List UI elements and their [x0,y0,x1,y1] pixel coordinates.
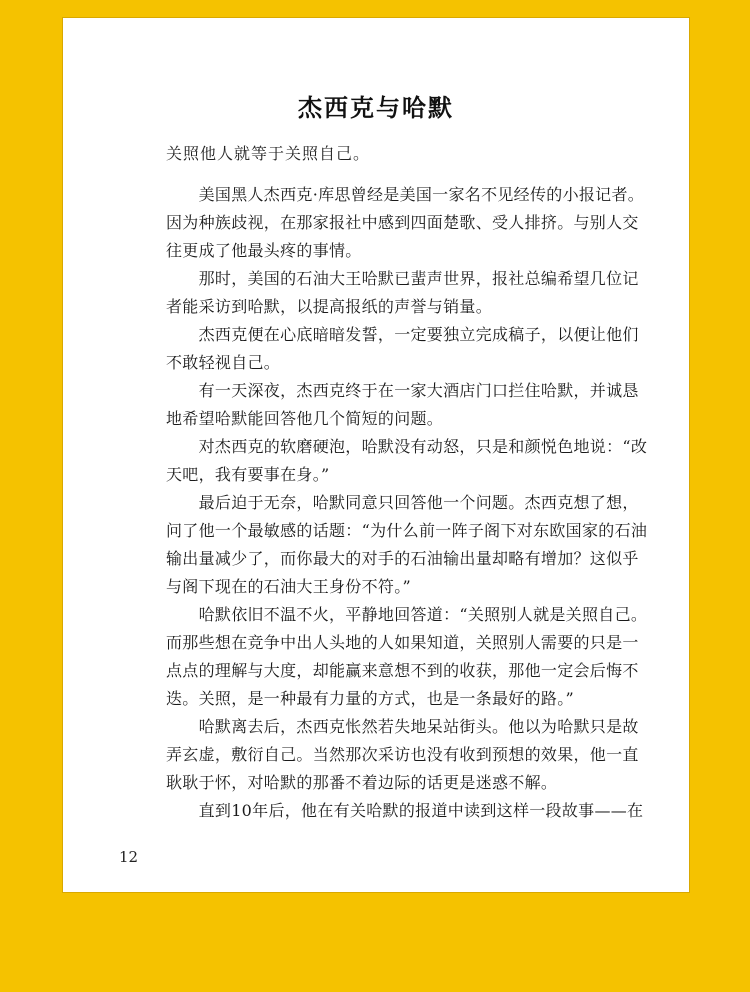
epigraph: 关照他人就等于关照自己。 [166,144,371,163]
page-number: 12 [119,848,139,866]
text-line: 者能采访到哈默，以提高报纸的声誉与销量。 [166,297,493,316]
text-line: 问了他一个最敏感的话题：“为什么前一阵子阁下对东欧国家的石油 [166,521,648,540]
text-line: 因为种族歧视，在那家报社中感到四面楚歌、受人排挤。与别人交 [166,213,639,232]
text-line: 输出量减少了，而你最大的对手的石油输出量却略有增加？这似乎 [166,549,639,568]
text-line: 对杰西克的软磨硬泡，哈默没有动怒，只是和颜悦色地说：“改 [166,437,648,456]
text-line: 点点的理解与大度，却能赢来意想不到的收获，那他一定会后悔不 [166,661,639,680]
text-line: 天吧，我有要事在身。” [166,465,330,484]
text-line: 不敢轻视自己。 [166,353,281,372]
text-line: 有一天深夜，杰西克终于在一家大酒店门口拦住哈默，并诚恳 [166,381,639,400]
text-line: 而那些想在竞争中出人头地的人如果知道，关照别人需要的只是一 [166,633,639,652]
text-line: 哈默离去后，杰西克怅然若失地呆站街头。他以为哈默只是故 [166,717,639,736]
text-line: 迭。关照，是一种最有力量的方式，也是一条最好的路。” [166,689,574,708]
text-line: 直到10年后，他在有关哈默的报道中读到这样一段故事——在 [166,801,644,820]
book-page [62,17,690,893]
text-line: 耿耿于怀，对哈默的那番不着边际的话更是迷惑不解。 [166,773,558,792]
text-line: 哈默依旧不温不火，平静地回答道：“关照别人就是关照自己。 [166,605,648,624]
text-line: 那时，美国的石油大王哈默已蜚声世界，报社总编希望几位记 [166,269,639,288]
text-line: 最后迫于无奈，哈默同意只回答他一个问题。杰西克想了想， [166,493,639,512]
chapter-title: 杰西克与哈默 [298,93,454,122]
text-line: 往更成了他最头疼的事情。 [166,241,362,260]
text-line: 美国黑人杰西克·库思曾经是美国一家名不见经传的小报记者。 [166,185,645,204]
text-line: 地希望哈默能回答他几个简短的问题。 [166,409,444,428]
text-line: 与阁下现在的石油大王身份不符。” [166,577,411,596]
text-line: 杰西克便在心底暗暗发誓，一定要独立完成稿子，以便让他们 [166,325,639,344]
text-line: 弄玄虚，敷衍自己。当然那次采访也没有收到预想的效果，他一直 [166,745,639,764]
body-text [166,181,676,825]
